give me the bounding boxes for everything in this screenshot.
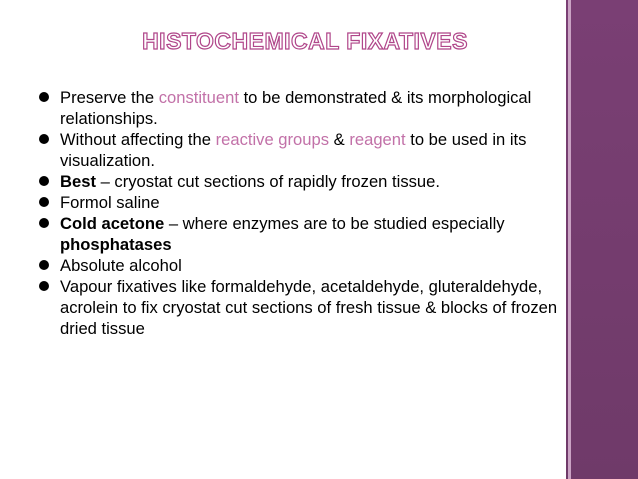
highlight-text: reactive groups (215, 130, 330, 149)
bullet-text: Without affecting the (60, 130, 216, 149)
list-item (38, 87, 566, 129)
bullet-icon (39, 281, 49, 291)
bullet-icon (39, 92, 49, 102)
bullet-text: – where enzymes are to be studied especially (164, 214, 505, 233)
highlight-text: reagent (349, 130, 406, 149)
bullet-text: to be used in its visualization. (60, 130, 527, 170)
bullet-text: to be demonstrated & its morphological relationships. (60, 88, 532, 128)
bold-text: Best (60, 172, 96, 191)
bullet-icon (39, 197, 49, 207)
list-item (38, 255, 566, 276)
bullet-text: – cryostat cut sections of rapidly frozen tissue. (95, 172, 440, 191)
slide-title-text: HISTOCHEMICAL FIXATIVES (142, 28, 468, 54)
bullet-text: & (329, 130, 350, 149)
bullet-icon (39, 134, 49, 144)
list-item (38, 171, 566, 192)
bullet-text: Preserve the (60, 88, 159, 107)
slide-title (0, 28, 566, 55)
bullet-text: Absolute alcohol (60, 256, 182, 275)
highlight-text: constituent (158, 88, 239, 107)
bold-text: Cold acetone (60, 214, 165, 233)
list-item (38, 213, 566, 255)
bullet-list (38, 87, 566, 339)
sidebar-inner-line (568, 0, 571, 479)
list-item (38, 129, 566, 171)
bullet-icon (39, 260, 49, 270)
bullet-icon (39, 176, 49, 186)
list-item (38, 192, 566, 213)
list-item (38, 276, 566, 339)
decorative-sidebar (566, 0, 638, 479)
bold-text: phosphatases (60, 235, 172, 254)
bullet-icon (39, 218, 49, 228)
bullet-text: Vapour fixatives like formaldehyde, acetaldehyde, gluteraldehyde, acrolein to fix cryostat cut sections of fresh tissue & blocks of frozen dried tissue (60, 277, 558, 338)
bullet-text: Formol saline (60, 193, 160, 212)
